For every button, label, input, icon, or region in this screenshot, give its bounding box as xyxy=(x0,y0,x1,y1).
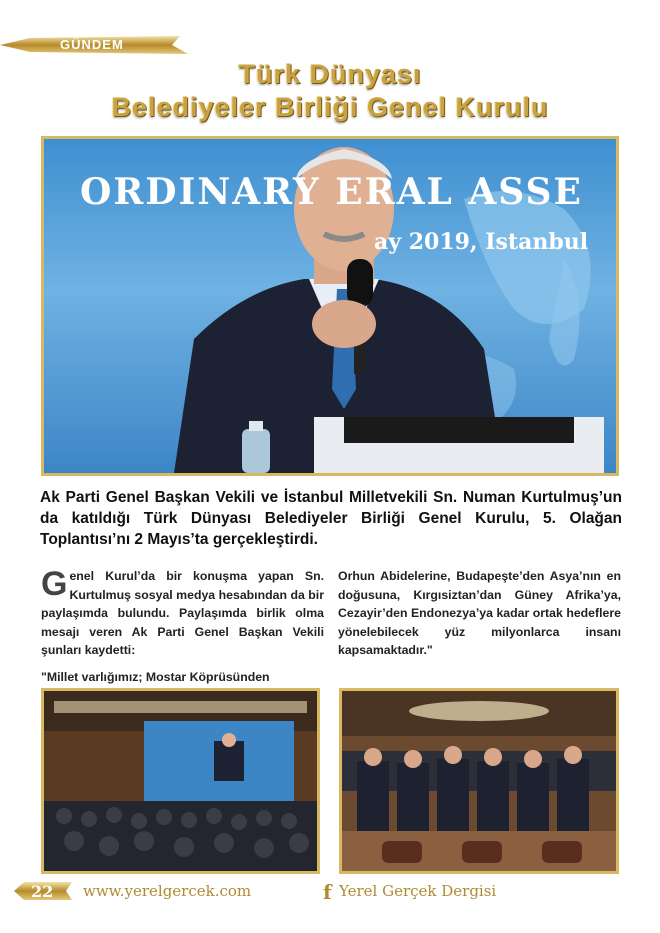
section-ribbon xyxy=(0,34,190,56)
front-row-illustration xyxy=(342,691,616,871)
section-label: GÜNDEM xyxy=(60,37,124,52)
front-row-photo xyxy=(339,688,619,874)
page-footer xyxy=(0,880,660,906)
website-link[interactable]: www.yerelgercek.com xyxy=(83,882,252,900)
drop-cap: G xyxy=(41,565,68,603)
conference-hall-photo xyxy=(41,688,320,874)
body-column-left xyxy=(41,567,324,686)
body-paragraph-2: Orhun Abidelerine, Budapeşte’den Asya’nın en doğusuna, Kırgısiztan’dan Güney Afrika’ya, Cezayir’den Endonezya’ya kadar ortak hedeflere yönelebilecek yüz milyonlarca insanı kapsamaktadır." xyxy=(338,569,621,657)
main-photo xyxy=(41,136,619,476)
banner-text-line2: ay 2019, Istanbul xyxy=(374,229,589,255)
magazine-name: Yerel Gerçek Dergisi xyxy=(339,882,497,900)
body-paragraph-1: enel Kurul’da bir konuşma yapan Sn. Kurtulmuş sosyal medya hesabından da bir paylaşımda bulundu. Paylaşımda birlik olma mesajı veren Ak Parti Genel Başkan Vekili şunları kaydetti: xyxy=(41,569,324,657)
page-title-line2: Belediyeler Birliği Genel Kurulu xyxy=(111,92,549,122)
page-title-line1: Türk Dünyası xyxy=(238,59,422,89)
body-column-right xyxy=(338,567,621,660)
facebook-icon[interactable]: f xyxy=(323,880,332,904)
page-number: 22 xyxy=(31,882,54,901)
quote-opening: "Millet varlığımız; Mostar Köprüsünden xyxy=(41,669,270,684)
lead-paragraph: Ak Parti Genel Başkan Vekili ve İstanbul Milletvekili Sn. Numan Kurtulmuş’un da katıldığı Türk Dünyası Belediyeler Birliği Genel Kurulu, 5. Olağan Toplantısı’nı 2 Mayıs’ta gerçekleştirdi. xyxy=(40,489,622,548)
banner-text-line1: ORDINARY ERAL ASSE xyxy=(80,171,583,213)
conference-hall-illustration xyxy=(44,691,317,871)
